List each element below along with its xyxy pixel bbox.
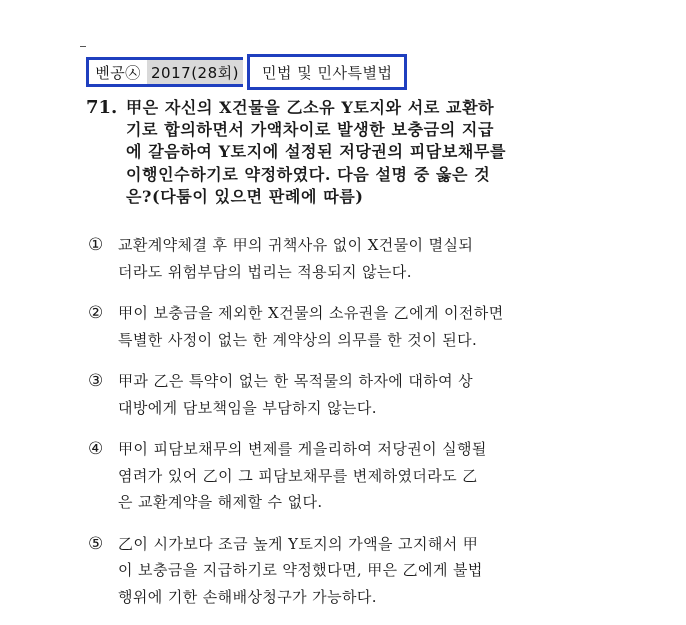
option-5 (88, 531, 598, 611)
subject-label: 민법 및 민사특별법 (247, 54, 407, 90)
option-1-text (118, 232, 598, 285)
option-line: 교환계약체결 후 甲의 귀책사유 없이 X건물이 멸실되 (118, 236, 474, 254)
question-stem-line: 은?(다툼이 있으면 판례에 따름) (126, 186, 364, 206)
option-line: 행위에 기한 손해배상청구가 가능하다. (118, 587, 377, 606)
option-line: 甲이 보충금을 제외한 X건물의 소유권을 乙에게 이전하면 (118, 304, 504, 322)
option-3-marker: ③ (88, 371, 104, 391)
option-line: 대방에게 담보책임을 부담하지 않는다. (118, 398, 377, 417)
option-line: 乙이 시가보다 조금 높게 Y토지의 가액을 고지해서 甲 (118, 534, 479, 553)
question-number: 71. (86, 97, 118, 118)
option-line: 특별한 사정이 없는 한 계약상의 의무를 한 것이 된다. (118, 330, 478, 349)
option-5-marker: ⑤ (88, 533, 104, 554)
question-stem-line: 기로 합의하면서 가액차이로 발생한 보충금의 지급 (126, 120, 495, 140)
option-line: 더라도 위험부담의 법리는 적용되지 않는다. (118, 262, 412, 281)
option-1 (88, 232, 598, 285)
margin-tick-mark (80, 46, 86, 47)
question-stem-line: 이행인수하기로 약정하였다. 다음 설명 중 옳은 것 (126, 164, 491, 184)
brand-label: 벤공㉦ (95, 63, 141, 82)
exam-header (86, 57, 407, 87)
answer-options (88, 232, 598, 625)
question-block (86, 97, 596, 208)
option-line: 甲이 피담보채무의 변제를 게을리하여 저당권이 실행될 (118, 440, 487, 458)
exam-year-label: 2017(28회) (147, 60, 243, 84)
option-4 (88, 436, 598, 516)
option-line: 이 보충금을 지급하기로 약정했다면, 甲은 乙에게 불법 (118, 561, 483, 579)
option-1-marker: ① (88, 235, 104, 255)
option-4-text (118, 436, 598, 516)
option-2 (88, 300, 598, 353)
option-2-marker: ② (88, 303, 104, 323)
question-stem-line: 甲은 자신의 X건물을 乙소유 Y토지와 서로 교환하 (126, 98, 495, 117)
option-3-text (118, 368, 598, 421)
option-line: 甲과 乙은 특약이 없는 한 목적물의 하자에 대하여 상 (118, 372, 474, 390)
option-line: 은 교환계약을 해제할 수 없다. (118, 493, 323, 511)
option-4-marker: ④ (88, 439, 104, 459)
option-3 (88, 368, 598, 421)
option-line: 염려가 있어 乙이 그 피담보채무를 변제하였더라도 乙 (118, 466, 478, 485)
exam-header-left-box (86, 57, 243, 87)
option-2-text (118, 300, 598, 353)
question-stem (126, 97, 596, 208)
option-5-text (118, 531, 598, 611)
question-stem-line: 에 갈음하여 Y토지에 설정된 저당권의 피담보채무를 (126, 142, 507, 162)
